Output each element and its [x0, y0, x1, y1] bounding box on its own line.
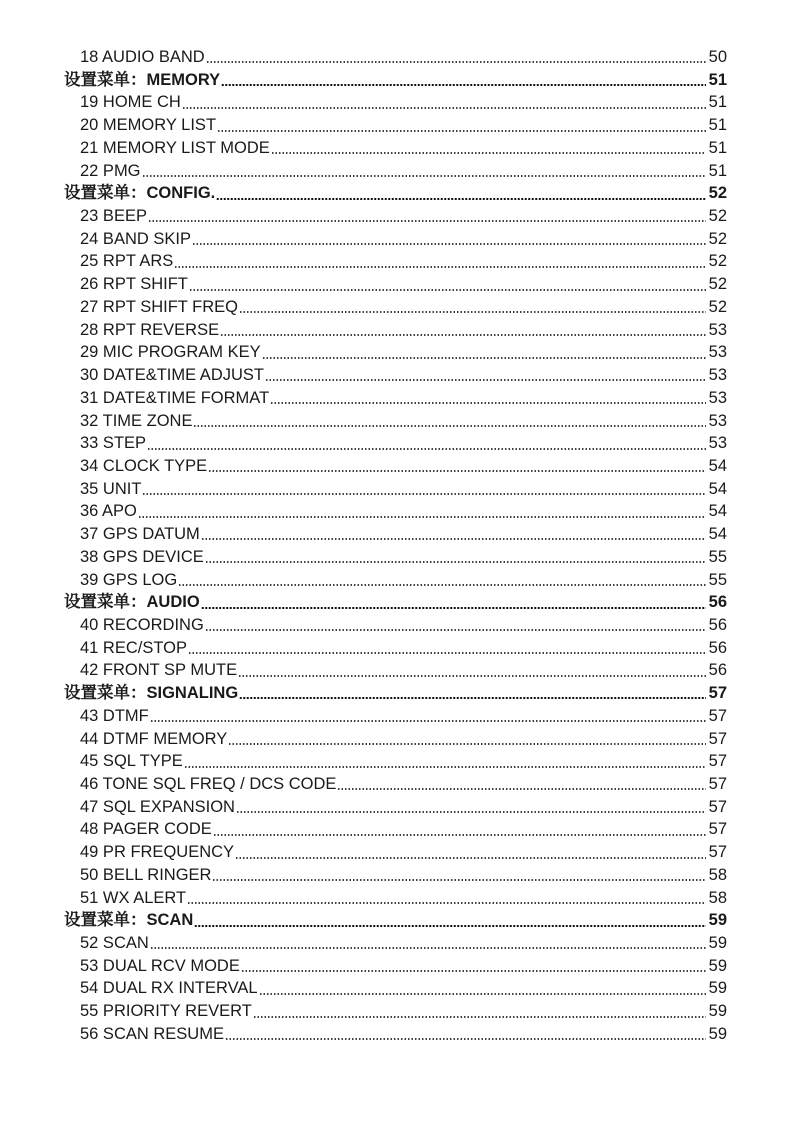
- dot-leader: [206, 49, 706, 65]
- dot-leader: [205, 549, 706, 565]
- dot-leader: [201, 595, 706, 611]
- dot-leader: [147, 436, 706, 452]
- toc-entry[interactable]: [64, 341, 727, 364]
- toc-entry-label: 47 SQL EXPANSION: [80, 797, 235, 816]
- toc-page-number: 59: [708, 1002, 727, 1021]
- toc-entry[interactable]: [64, 977, 727, 1000]
- toc-entry-label: 36 APO: [80, 502, 137, 521]
- toc-entry-label: 51 WX ALERT: [80, 888, 187, 907]
- toc-entry-label: 29 MIC PROGRAM KEY: [80, 343, 261, 362]
- dot-leader: [150, 708, 706, 724]
- dot-leader: [239, 685, 706, 701]
- toc-section-heading[interactable]: [64, 591, 727, 614]
- toc-entry-label: 53 DUAL RCV MODE: [80, 956, 240, 975]
- toc-page-number: 57: [708, 843, 727, 862]
- toc-page-number: 56: [708, 593, 727, 612]
- toc-section-label: 设置菜单：MEMORY: [64, 70, 221, 89]
- toc-entry[interactable]: [64, 273, 727, 296]
- toc-page-number: 56: [708, 615, 727, 634]
- toc-entry[interactable]: [64, 160, 727, 183]
- dot-leader: [228, 731, 706, 747]
- dot-leader: [182, 95, 706, 111]
- toc-page-number: 57: [708, 729, 727, 748]
- dot-leader: [138, 504, 706, 520]
- toc-page-number: 52: [708, 275, 727, 294]
- toc-section-label: 设置菜单：SIGNALING: [64, 684, 239, 703]
- toc-entry-label: 37 GPS DATUM: [80, 525, 200, 544]
- toc-page-number: 54: [708, 479, 727, 498]
- toc-entry[interactable]: [64, 864, 727, 887]
- toc-entry-label: 19 HOME CH: [80, 93, 181, 112]
- dot-leader: [241, 958, 706, 974]
- toc-entry[interactable]: [64, 1000, 727, 1023]
- toc-section-label: 设置菜单：SCAN: [64, 911, 194, 930]
- toc-section-heading[interactable]: [64, 909, 727, 932]
- toc-page-number: 59: [708, 956, 727, 975]
- toc-entry-label: 48 PAGER CODE: [80, 820, 212, 839]
- toc-page-number: 59: [708, 979, 727, 998]
- toc-page-number: 52: [708, 184, 727, 203]
- dot-leader: [239, 299, 706, 315]
- toc-entry[interactable]: [64, 932, 727, 955]
- toc-entry[interactable]: [64, 137, 727, 160]
- toc-page-number: 55: [708, 570, 727, 589]
- toc-entry[interactable]: [64, 569, 727, 592]
- toc-page-number: 59: [708, 1024, 727, 1043]
- toc-entry-label: 32 TIME ZONE: [80, 411, 193, 430]
- toc-page-number: 53: [708, 411, 727, 430]
- toc-entry[interactable]: [64, 296, 727, 319]
- dot-leader: [187, 890, 706, 906]
- toc-entry-label: 46 TONE SQL FREQ / DCS CODE: [80, 775, 337, 793]
- toc-page-number: 57: [708, 820, 727, 839]
- toc-entry-label: 25 RPT ARS: [80, 252, 174, 271]
- toc-entry[interactable]: [64, 432, 727, 455]
- dot-leader: [259, 981, 706, 997]
- dot-leader: [142, 163, 706, 179]
- toc-page-number: 51: [708, 161, 727, 180]
- dot-leader: [184, 754, 706, 770]
- toc-page-number: 52: [708, 229, 727, 248]
- toc-entry[interactable]: [64, 728, 727, 751]
- dot-leader: [205, 617, 706, 633]
- toc-entry[interactable]: [64, 478, 727, 501]
- toc-page-number: 57: [708, 752, 727, 771]
- toc-entry-label: 44 DTMF MEMORY: [80, 729, 228, 748]
- dot-leader: [148, 208, 706, 224]
- toc-entry[interactable]: [64, 455, 727, 478]
- toc-entry-label: 20 MEMORY LIST: [80, 116, 217, 135]
- toc-entry[interactable]: [64, 546, 727, 569]
- toc-entry[interactable]: [64, 1023, 727, 1046]
- toc-page-number: 51: [708, 116, 727, 135]
- toc-entry[interactable]: [64, 228, 727, 251]
- dot-leader: [212, 867, 706, 883]
- dot-leader: [236, 799, 706, 815]
- toc-entry-label: 30 DATE&TIME ADJUST: [80, 366, 264, 385]
- toc-page-number: 51: [708, 70, 727, 89]
- toc-page-number: 58: [708, 865, 727, 884]
- toc-page-number: 54: [708, 456, 727, 475]
- dot-leader: [194, 913, 706, 929]
- toc-entry[interactable]: [64, 46, 727, 69]
- dot-leader: [193, 413, 706, 429]
- toc-entry-label: 50 BELL RINGER: [80, 865, 212, 884]
- toc-entry[interactable]: [64, 387, 727, 410]
- toc-section-heading[interactable]: [64, 182, 727, 205]
- dot-leader: [150, 935, 706, 951]
- toc-page-number: 53: [708, 320, 727, 339]
- toc-entry[interactable]: [64, 796, 727, 819]
- dot-leader: [213, 822, 706, 838]
- toc-entry-label: 42 FRONT SP MUTE: [80, 661, 238, 680]
- toc-entry-label: 54 DUAL RX INTERVAL: [80, 979, 258, 998]
- toc-page-number: 51: [708, 93, 727, 112]
- toc-entry[interactable]: [64, 705, 727, 728]
- toc-entry[interactable]: [64, 319, 727, 342]
- toc-section-heading[interactable]: [64, 69, 727, 92]
- dot-leader: [178, 572, 706, 588]
- toc-entry-label: 41 REC/STOP: [80, 638, 187, 657]
- toc-entry-label: 45 SQL TYPE: [80, 752, 183, 771]
- toc-entry-label: 28 RPT REVERSE: [80, 320, 220, 339]
- toc-entry-label: 38 GPS DEVICE: [80, 547, 204, 566]
- dot-leader: [270, 390, 706, 406]
- toc-entry-label: 39 GPS LOG: [80, 570, 178, 589]
- toc-entry[interactable]: [64, 750, 727, 773]
- dot-leader: [217, 118, 706, 134]
- dot-leader: [220, 322, 706, 338]
- toc-entry[interactable]: [64, 114, 727, 137]
- toc-entry-label: 22 PMG: [80, 161, 141, 180]
- toc-section-label: 设置菜单：AUDIO: [64, 593, 200, 612]
- dot-leader: [253, 1004, 706, 1020]
- toc-entry-label: 40 RECORDING: [80, 615, 204, 634]
- toc-entry[interactable]: [64, 500, 727, 523]
- toc-entry[interactable]: [64, 523, 727, 546]
- dot-leader: [238, 663, 706, 679]
- toc-entry-label: 21 MEMORY LIST MODE: [80, 138, 270, 157]
- toc-page-number: 54: [708, 525, 727, 544]
- toc-page-number: 58: [708, 888, 727, 907]
- toc-page-number: 57: [708, 797, 727, 816]
- toc-page-number: 55: [708, 547, 727, 566]
- dot-leader: [208, 458, 706, 474]
- table-of-contents: [64, 46, 727, 1046]
- toc-entry-label: 43 DTMF: [80, 706, 149, 725]
- toc-page-number: 56: [708, 661, 727, 680]
- toc-page-number: 57: [708, 706, 727, 725]
- toc-entry[interactable]: [64, 250, 727, 273]
- dot-leader: [192, 231, 706, 247]
- toc-entry[interactable]: [64, 91, 727, 114]
- toc-page-number: 52: [708, 252, 727, 271]
- toc-entry[interactable]: [64, 614, 727, 637]
- toc-page-number: 57: [708, 684, 727, 703]
- dot-leader: [174, 254, 706, 270]
- toc-page-number: 52: [708, 207, 727, 226]
- toc-entry-label: 27 RPT SHIFT FREQ: [80, 297, 239, 316]
- toc-entry-label: 55 PRIORITY REVERT: [80, 1002, 252, 1021]
- toc-entry-label: 31 DATE&TIME FORMAT: [80, 388, 270, 407]
- toc-section-heading[interactable]: [64, 682, 727, 705]
- dot-leader: [262, 345, 706, 361]
- toc-entry-label: 26 RPT SHIFT: [80, 275, 188, 294]
- toc-entry-label: 24 BAND SKIP: [80, 229, 191, 248]
- toc-entry-label: 33 STEP: [80, 434, 147, 453]
- toc-entry-label: 52 SCAN: [80, 934, 149, 953]
- toc-entry[interactable]: [64, 364, 727, 387]
- dot-leader: [265, 367, 706, 383]
- dot-leader: [142, 481, 706, 497]
- dot-leader: [188, 640, 706, 656]
- toc-entry-label: 18 AUDIO BAND: [80, 48, 205, 66]
- toc-entry[interactable]: [64, 887, 727, 910]
- dot-leader: [337, 776, 706, 792]
- toc-page-number: 50: [708, 48, 727, 66]
- toc-entry[interactable]: [64, 818, 727, 841]
- dot-leader: [221, 72, 706, 88]
- dot-leader: [189, 277, 706, 293]
- toc-page-number: 51: [708, 138, 727, 157]
- toc-page-number: 53: [708, 388, 727, 407]
- toc-entry[interactable]: [64, 410, 727, 433]
- toc-page-number: 59: [708, 911, 727, 930]
- toc-page-number: 53: [708, 366, 727, 385]
- toc-page-number: 53: [708, 343, 727, 362]
- toc-page-number: 56: [708, 638, 727, 657]
- toc-entry-label: 23 BEEP: [80, 207, 147, 226]
- toc-entry[interactable]: [64, 205, 727, 228]
- toc-entry-label: 34 CLOCK TYPE: [80, 456, 208, 475]
- toc-entry[interactable]: [64, 955, 727, 978]
- dot-leader: [216, 186, 706, 202]
- toc-page-number: 53: [708, 434, 727, 453]
- toc-entry-label: 56 SCAN RESUME: [80, 1024, 224, 1043]
- dot-leader: [271, 140, 706, 156]
- toc-page-number: 52: [708, 297, 727, 316]
- toc-entry[interactable]: [64, 773, 727, 796]
- toc-entry[interactable]: [64, 841, 727, 864]
- toc-entry[interactable]: [64, 659, 727, 682]
- toc-entry-label: 35 UNIT: [80, 479, 142, 498]
- toc-page-number: 59: [708, 934, 727, 953]
- toc-page-number: 57: [708, 775, 727, 793]
- dot-leader: [225, 1026, 706, 1042]
- toc-entry[interactable]: [64, 637, 727, 660]
- dot-leader: [201, 526, 706, 542]
- toc-entry-label: 49 PR FREQUENCY: [80, 843, 235, 862]
- toc-section-label: 设置菜单：CONFIG.: [64, 184, 216, 203]
- toc-page-number: 54: [708, 502, 727, 521]
- dot-leader: [235, 845, 706, 861]
